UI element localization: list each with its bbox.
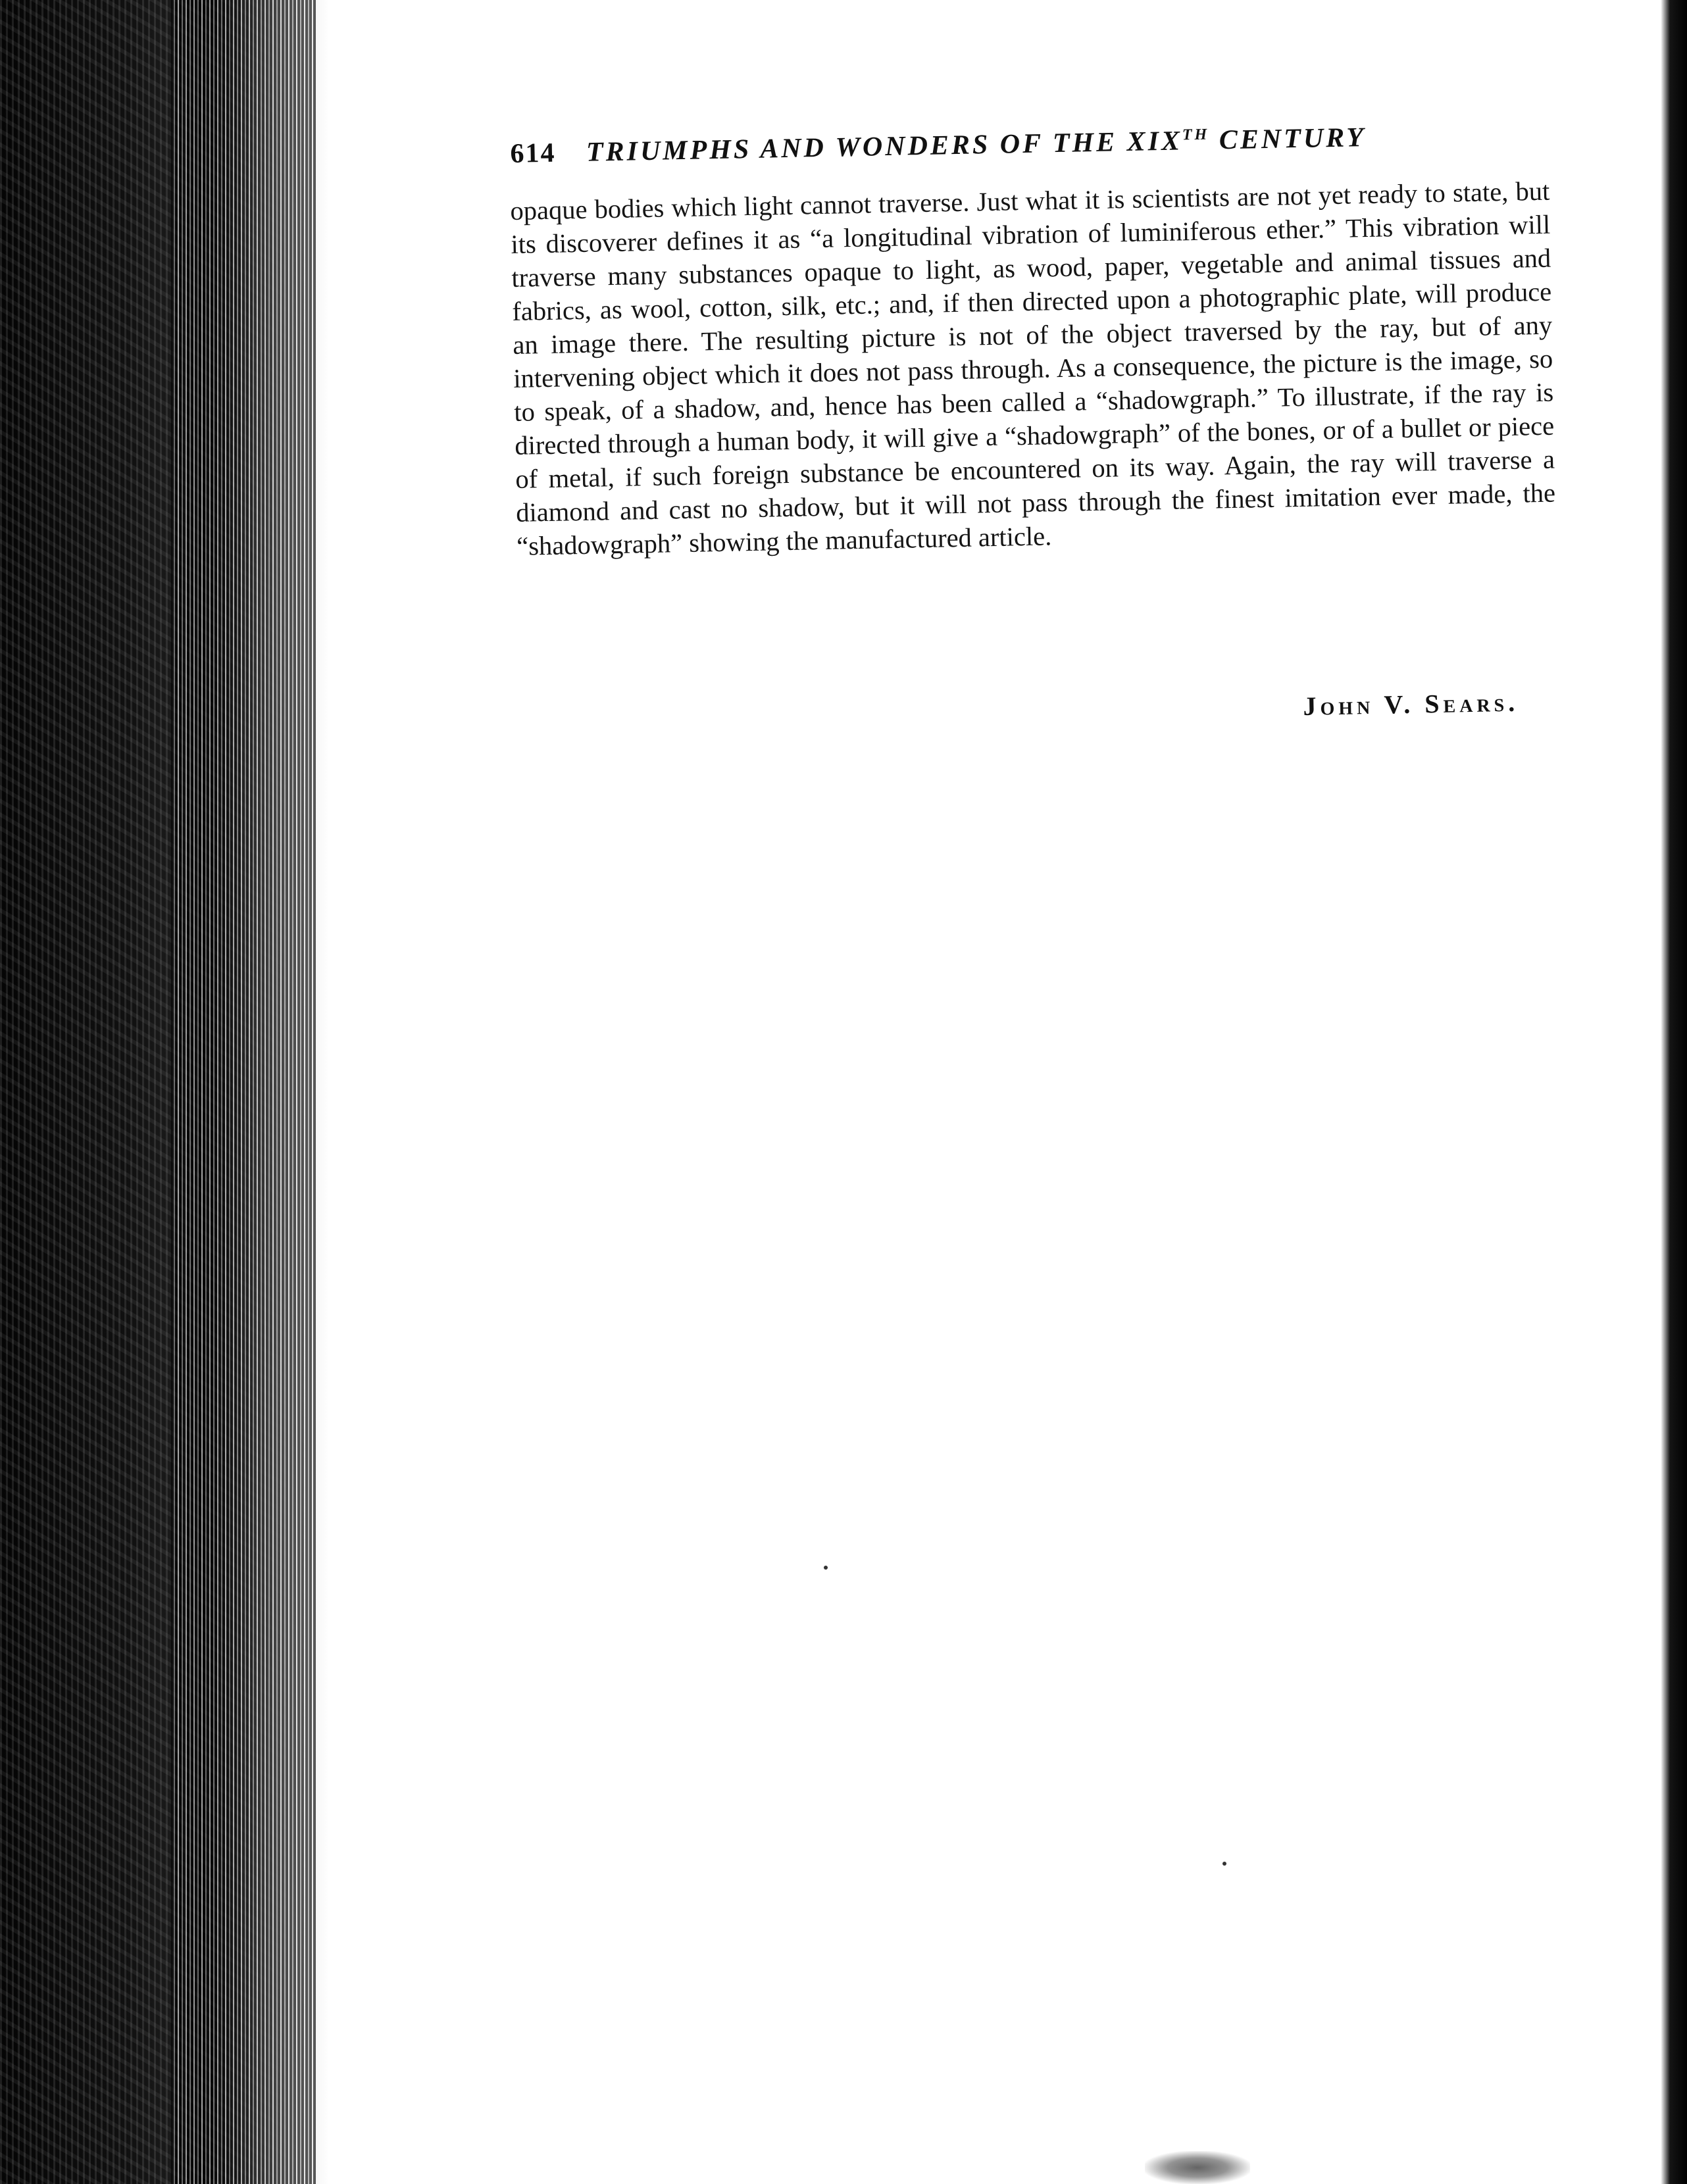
dust-speck — [1222, 1862, 1226, 1866]
book-page — [329, 0, 1661, 2184]
running-header — [510, 114, 1687, 170]
page-number: 614 — [510, 137, 556, 169]
running-title-end: CENTURY — [1209, 122, 1367, 156]
book-page-edges — [0, 0, 329, 2184]
dust-speck — [824, 1566, 828, 1570]
running-title-superscript: TH — [1182, 126, 1210, 144]
right-page-edge — [1661, 0, 1687, 2184]
scan-smudge — [1145, 2151, 1250, 2184]
running-title — [586, 122, 1366, 168]
author-signature: John V. Sears. — [1303, 687, 1519, 721]
page-edge-stripes — [171, 0, 316, 2184]
body-paragraph: opaque bodies which light cannot traverse. Just what it is scientists are not yet ready to state, but its discoverer defines it as “a longitudinal vibration of luminiferous ether.” This vibration will traverse many substances opaque to light, as wood, paper, vegetable and animal tissues and fabrics, as wool, cotton, silk, etc.; and, if then directed upon a photographic plate, will produce an image there. The resulting picture is not of the object traversed by the ray, but of any intervening object which it does not pass through. As a consequence, the picture is the image, so to speak, of a shadow, and, hence has been called a “shadowgraph.” To illustrate, if the ray is directed through a human body, it will give a “shadowgraph” of the bones, or of a bullet or piece of metal, if such foreign substance be encountered on its way. Again, the ray will traverse a diamond and cast no shadow, but it will not pass through the finest imitation ever made, the “shadowgraph” showing the manufactured article. — [510, 176, 1556, 561]
running-title-text: TRIUMPHS AND WONDERS OF THE XIX — [586, 126, 1183, 168]
